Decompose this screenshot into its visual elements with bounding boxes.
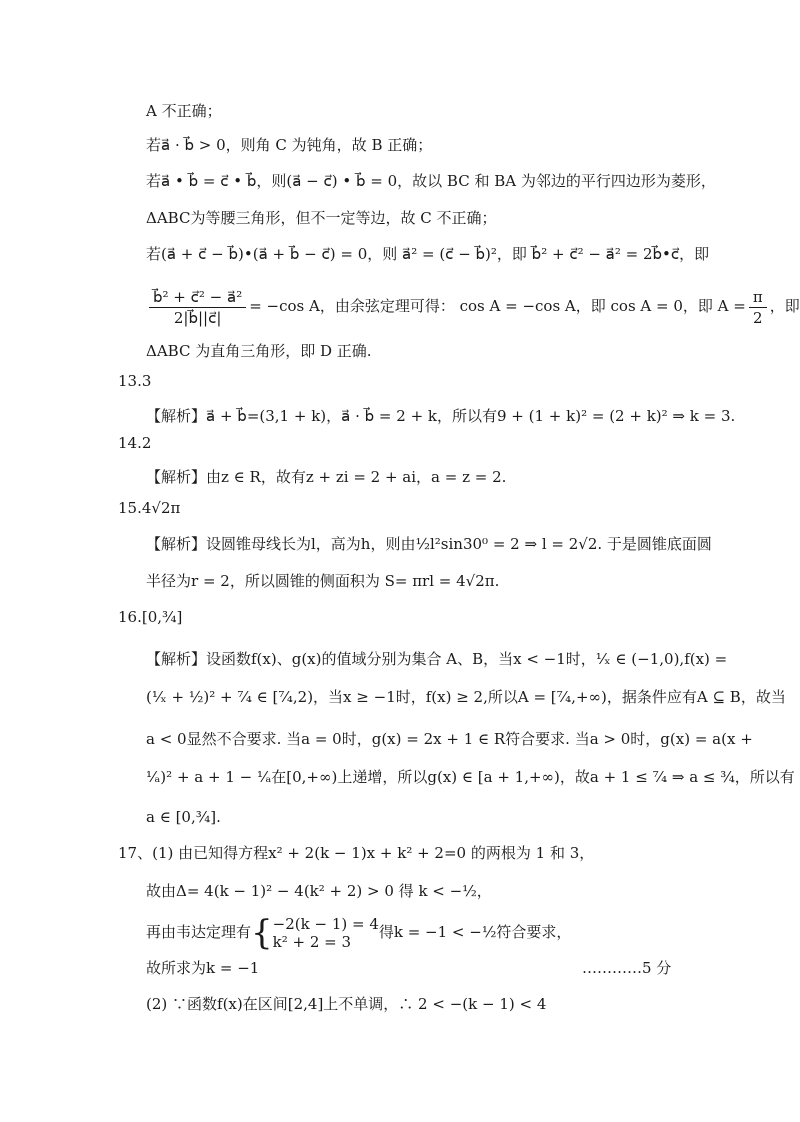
question-13-solution: 【解析】a⃗ + b⃗=(3,1 + k)，a⃗ · b⃗ = 2 + k，所以有9 + (1 + k)² = (2 + k)² ⇒ k = 3. [146,407,736,425]
cosine-fraction [149,287,246,328]
question-16-solution-5: a ∈ [0,¾]. [146,808,221,826]
option-c-line-1: 若a⃗ • b⃗ = c⃗ • b⃗，则(a⃗ − c⃗) • b⃗ = 0，故以 BC 和 BA 为邻边的平行四边形为菱形， [146,172,716,190]
question-16-solution-3: a < 0显然不合要求. 当a = 0时，g(x) = 2x + 1 ∈ R符合要求. 当a > 0时，g(x) = a(x + [146,730,753,748]
question-13-answer: 13.3 [118,372,152,390]
question-17-part-1-line-1: 17、(1) 由已知得方程x² + 2(k − 1)x + k² + 2=0 的两根为 1 和 3， [118,844,595,862]
question-17-part-2-line-1: (2) ∵函数f(x)在区间[2,4]上不单调，∴ 2 < −(k − 1) < 4 [146,995,547,1013]
equation-system-row-2: k² + 2 = 3 [272,933,352,951]
question-17-part-1-line-2: 故由Δ= 4(k − 1)² − 4(k² + 2) > 0 得 k < −½， [146,882,492,900]
pi-fraction-numerator: π [749,287,767,308]
question-15-answer: 15.4√2π [118,499,181,517]
cosine-fraction-denominator: 2|b⃗||c⃗| [173,308,222,327]
equation-system-row-1: −2(k − 1) = 4 [272,915,379,933]
question-17-part-1-line-3 [146,912,571,952]
question-14-solution: 【解析】由z ∈ R，故有z + zi = 2 + ai，a = z = 2. [146,468,507,486]
question-16-solution-2: (¹⁄ₓ + ½)² + ⁷⁄₄ ∈ [⁷⁄₄,2)，当x ≥ −1时，f(x) ≥ 2,所以A = [⁷⁄₄,+∞)，据条件应有A ⊆ B，故当 [146,688,786,706]
option-d-line-2 [146,284,800,328]
question-16-solution-1: 【解析】设函数f(x)、g(x)的值域分别为集合 A、B，当x < −1时，¹⁄ₓ ∈ (−1,0),f(x) = [146,650,728,668]
pi-fraction-denominator: 2 [753,308,763,327]
vieta-prefix: 再由韦达定理有 [146,923,252,941]
question-17-result-text: 故所求为k = −1 [146,959,260,977]
option-c-line-2: ΔABC为等腰三角形，但不一定等边，故 C 不正确； [146,209,497,227]
option-a-line: A 不正确； [146,102,222,120]
cosine-fraction-numerator: b⃗² + c⃗² − a⃗² [149,287,246,308]
question-15-solution-1: 【解析】设圆锥母线长为l，高为h，则由½l²sin30⁰ = 2 ⇒ l = 2√2. 于是圆锥底面圆 [146,535,712,553]
question-17-part-1-result [146,957,672,979]
equation-system [273,915,379,951]
score-marker: …………5 分 [582,959,672,977]
vieta-conclusion: 得k = −1 < −½符合要求， [378,923,572,941]
pi-fraction [749,287,767,328]
option-d-line-1: 若(a⃗ + c⃗ − b⃗)•(a⃗ + b⃗ − c⃗) = 0，则 a⃗² = (c⃗ − b⃗)²，即 b⃗² + c⃗² − a⃗² = 2b⃗•c⃗，即 [146,245,710,263]
equation-system-brace: { [251,913,273,953]
option-d-line-2-text: = −cos A，由余弦定理可得： cos A = −cos A，即 cos A = 0，即 A = [249,297,746,315]
question-14-answer: 14.2 [118,434,152,452]
option-d-line-2-tail: ，即 [769,297,800,315]
option-d-line-3: ΔABC 为直角三角形，即 D 正确. [146,342,372,360]
question-16-solution-4: ¹⁄ₐ)² + a + 1 − ¹⁄ₐ在[0,+∞)上递增，所以g(x) ∈ [a + 1,+∞)，故a + 1 ≤ ⁷⁄₄ ⇒ a ≤ ¾，所以有 [146,768,795,786]
option-b-line: 若a⃗ · b⃗ > 0，则角 C 为钝角，故 B 正确； [146,136,433,154]
question-16-answer: 16.[0,¾] [118,608,183,626]
question-15-solution-2: 半径为r = 2，所以圆锥的侧面积为 S= πrl = 4√2π. [146,572,500,590]
